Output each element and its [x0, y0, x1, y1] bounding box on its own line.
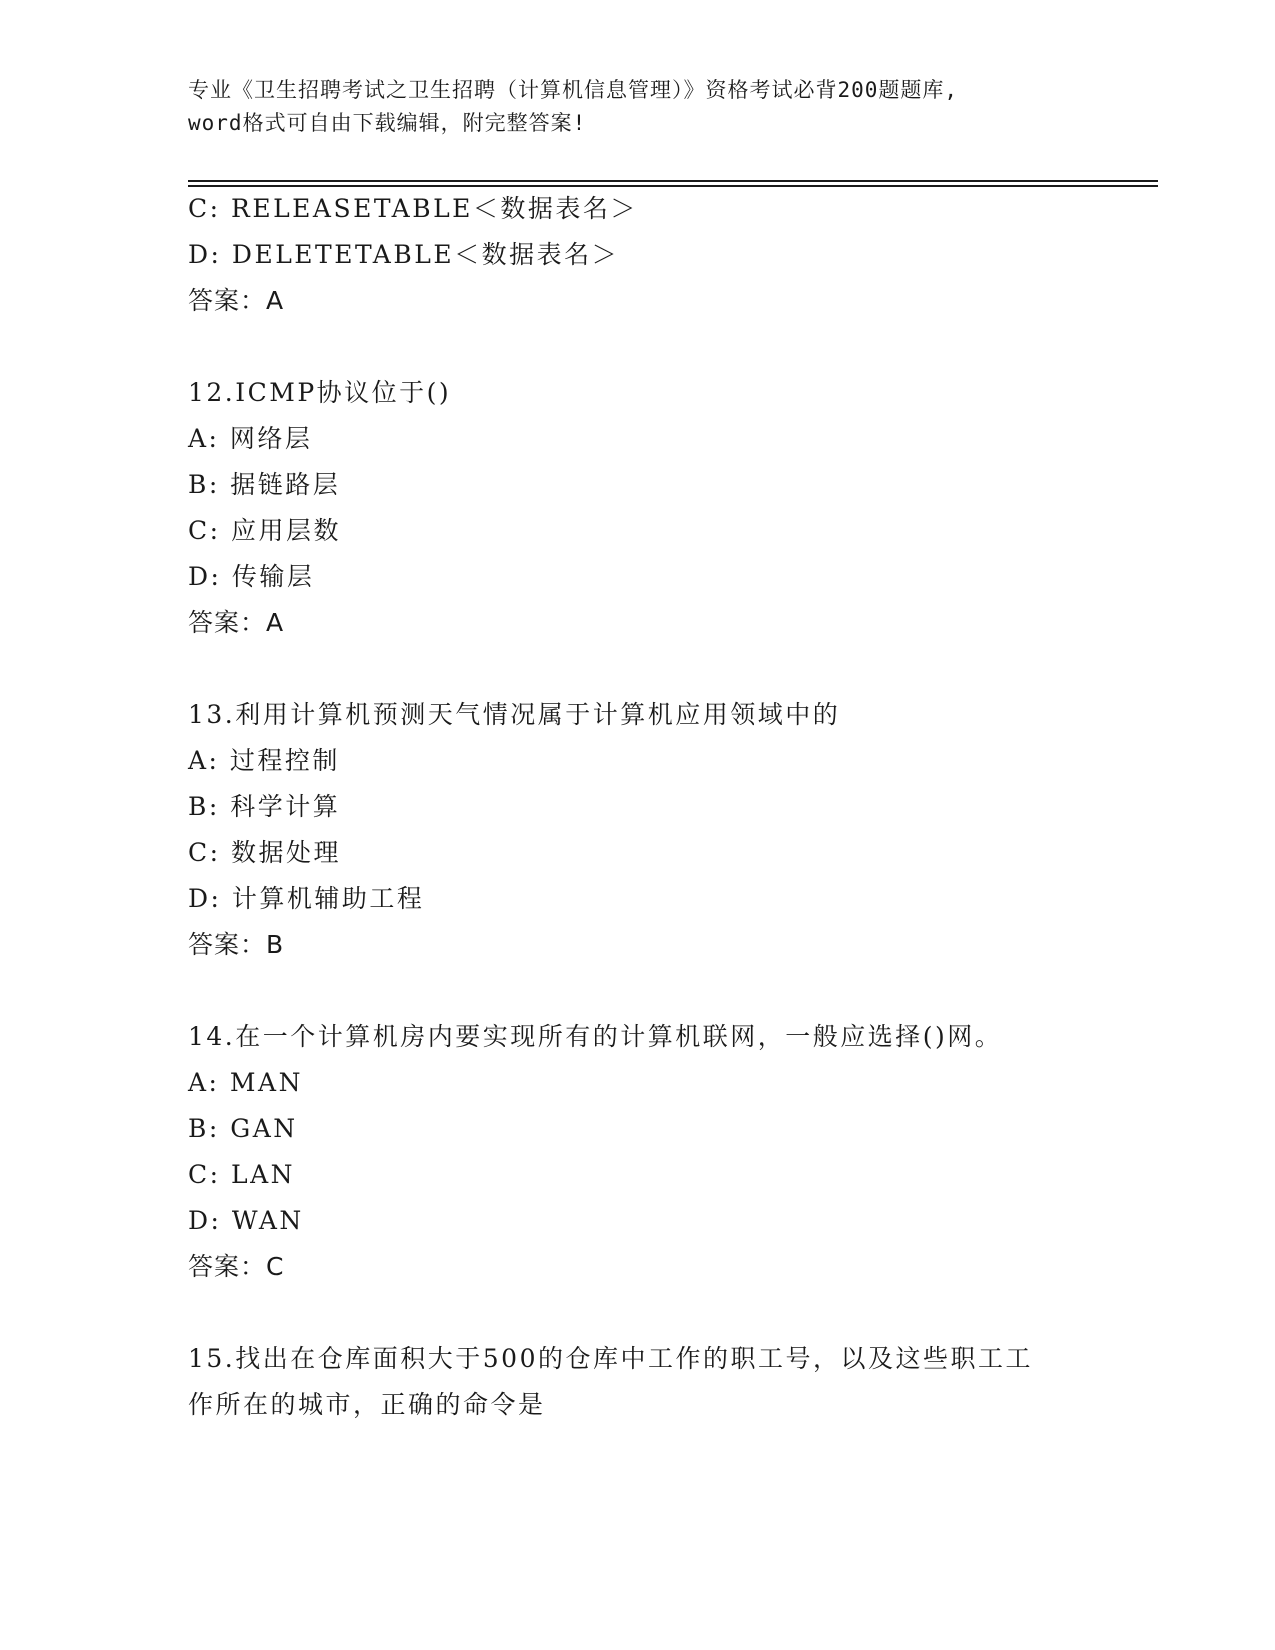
option-b: B: 科学计算: [188, 792, 341, 821]
option-c: C: 数据处理: [188, 838, 341, 867]
question-12: [188, 370, 1088, 646]
question-11: [188, 186, 1088, 324]
question-14: [188, 1014, 1088, 1290]
option-d: D: 计算机辅助工程: [188, 884, 425, 913]
option-a: A: 过程控制: [188, 746, 340, 775]
spacer: [188, 646, 1088, 692]
header-title-line-1: 专业《卫生招聘考试之卫生招聘（计算机信息管理）》资格考试必背200题题库,: [188, 78, 959, 102]
option-a: A: 网络层: [188, 424, 313, 453]
spacer: [188, 324, 1088, 370]
option-b: B: GAN: [188, 1114, 298, 1143]
option-b: B: 据链路层: [188, 470, 341, 499]
answer-line: 答案：C: [188, 1252, 285, 1281]
option-a: A: MAN: [188, 1068, 303, 1097]
option-d: D: WAN: [188, 1206, 304, 1235]
header-title-line-2: word格式可自由下载编辑，附完整答案!: [188, 111, 587, 135]
header-divider-top: [188, 180, 1158, 182]
question-text: 12.ICMP协议位于(): [188, 378, 452, 407]
option-c: C: RELEASETABLE＜数据表名＞: [188, 194, 638, 223]
question-list: [188, 186, 1088, 1428]
question-text-line-1: 15.找出在仓库面积大于500的仓库中工作的职工号，以及这些职工工: [188, 1344, 1033, 1373]
question-13: [188, 692, 1088, 968]
option-d: D: DELETETABLE＜数据表名＞: [188, 240, 620, 269]
spacer: [188, 968, 1088, 1014]
spacer: [188, 1290, 1088, 1336]
answer-line: 答案：B: [188, 930, 285, 959]
option-c: C: 应用层数: [188, 516, 341, 545]
answer-line: 答案：A: [188, 608, 285, 637]
option-d: D: 传输层: [188, 562, 315, 591]
question-15: [188, 1336, 1088, 1428]
question-text-line-2: 作所在的城市，正确的命令是: [188, 1390, 546, 1419]
option-c: C: LAN: [188, 1160, 296, 1189]
question-text: 14.在一个计算机房内要实现所有的计算机联网，一般应选择()网。: [188, 1022, 1003, 1051]
question-text: 13.利用计算机预测天气情况属于计算机应用领域中的: [188, 700, 841, 729]
answer-line: 答案：A: [188, 286, 285, 315]
document-header: [188, 74, 1088, 140]
